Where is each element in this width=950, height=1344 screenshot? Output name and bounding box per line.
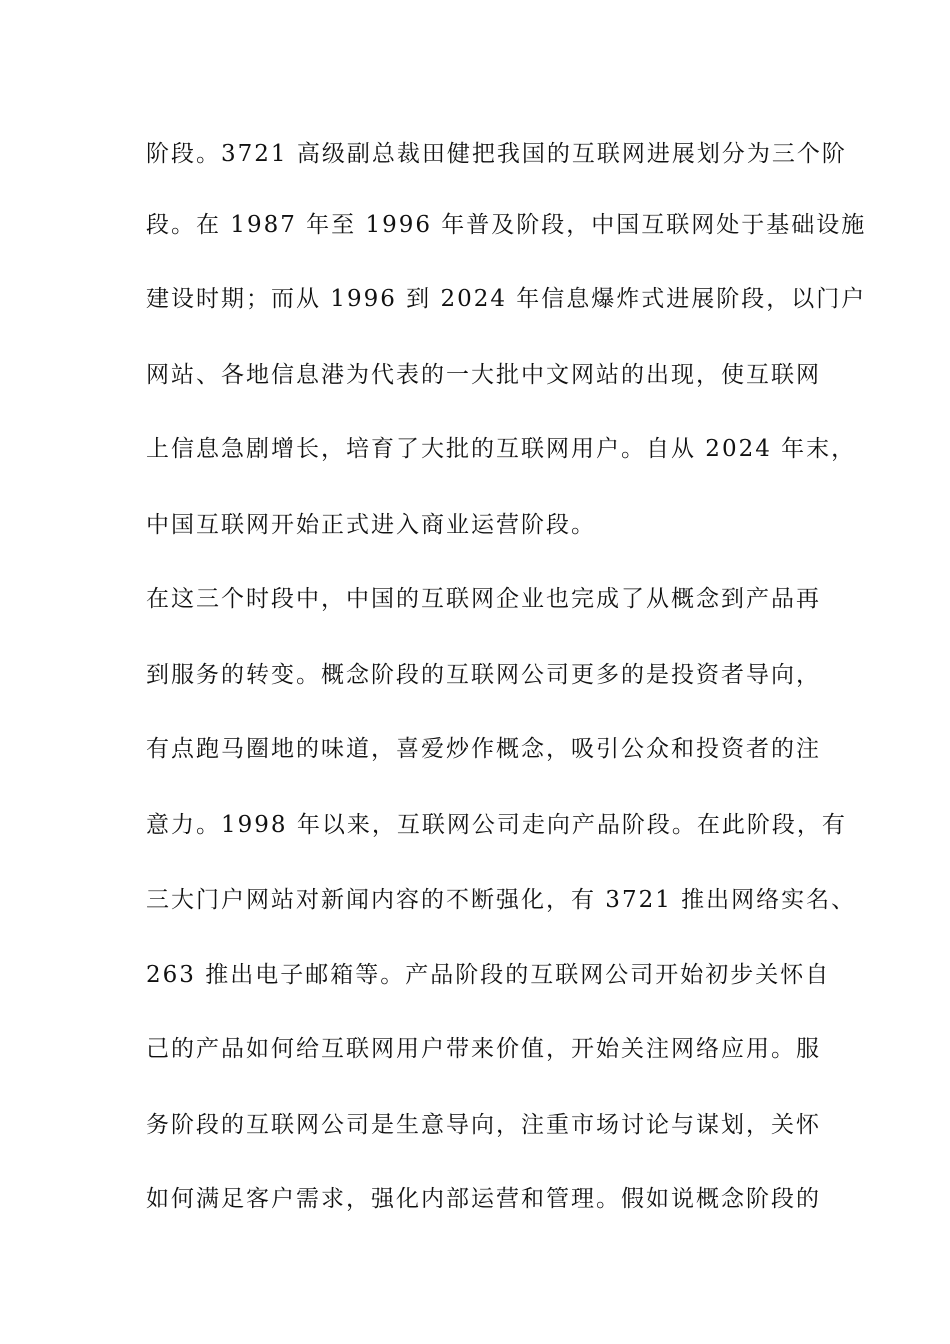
text-line: 有点跑马圈地的味道，喜爱炒作概念，吸引公众和投资者的注	[146, 736, 821, 762]
text-line: 阶段。3721 高级副总裁田健把我国的互联网进展划分为三个阶	[146, 141, 847, 167]
text-line: 在这三个时段中，中国的互联网企业也完成了从概念到产品再	[146, 586, 821, 612]
text-line: 建设时期；而从 1996 到 2024 年信息爆炸式进展阶段，以门户	[146, 286, 867, 312]
text-line: 段。在 1987 年至 1996 年普及阶段，中国互联网处于基础设施	[146, 212, 867, 238]
text-line: 263 推出电子邮箱等。产品阶段的互联网公司开始初步关怀自	[146, 962, 831, 988]
text-line: 意力。1998 年以来，互联网公司走向产品阶段。在此阶段，有	[146, 812, 847, 838]
text-line: 到服务的转变。概念阶段的互联网公司更多的是投资者导向，	[146, 662, 821, 688]
text-line: 务阶段的互联网公司是生意导向，注重市场讨论与谋划，关怀	[146, 1112, 821, 1138]
text-line: 己的产品如何给互联网用户带来价值，开始关注网络应用。服	[146, 1036, 821, 1062]
text-line: 三大门户网站对新闻内容的不断强化，有 3721 推出网络实名、	[146, 887, 857, 913]
text-line: 中国互联网开始正式进入商业运营阶段。	[146, 512, 596, 538]
text-line: 网站、各地信息港为代表的一大批中文网站的出现，使互联网	[146, 362, 821, 388]
text-line: 上信息急剧增长，培育了大批的互联网用户。自从 2024 年末，	[146, 436, 857, 462]
text-line: 如何满足客户需求，强化内部运营和管理。假如说概念阶段的	[146, 1186, 821, 1212]
